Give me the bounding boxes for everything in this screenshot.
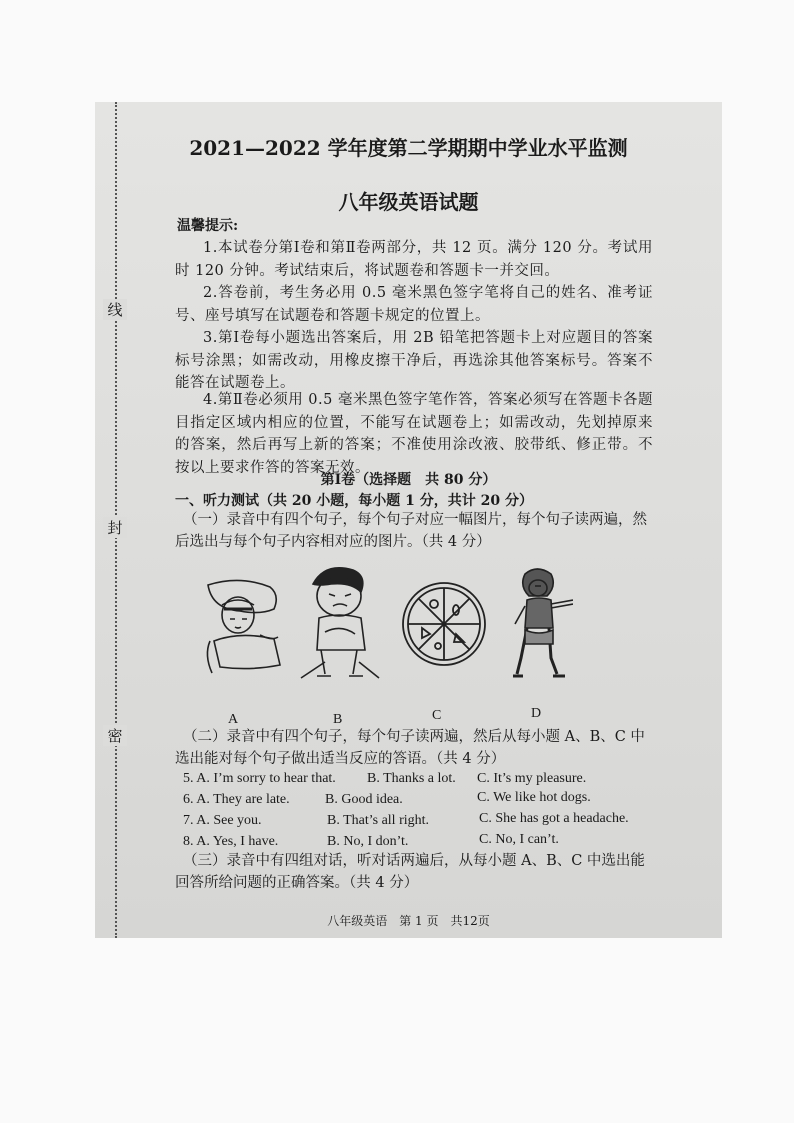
section1-sub1: （一）录音中有四个句子，每个句子对应一幅图片，每个句子读两遍，然后选出与每个句子内容相对应的图片。（共 4 分） [175, 512, 647, 550]
section1-title: 一、听力测试（共 20 小题，每小题 1 分，共计 20 分） [175, 493, 533, 509]
binding-mark-seal: 封 [103, 517, 127, 538]
question-6-option-a: 6. A. They are late. [183, 792, 290, 807]
part1-title: 第Ⅰ卷（选择题 共 80 分） [320, 472, 497, 488]
question-7-option-c: C. She has got a headache. [479, 811, 629, 826]
notice-item-2: 2.答卷前，考生务必用 0.5 毫米黑色签字笔将自己的姓名、准考证号、座号填写在试题卷和答题卡规定的位置上。 [175, 285, 653, 324]
binding-mark-line: 线 [103, 299, 127, 320]
sick-woman-in-bed-icon [200, 575, 285, 685]
question-6-option-c: C. We like hot dogs. [477, 790, 591, 805]
question-8-option-b: B. No, I don’t. [327, 834, 409, 849]
notice-item-1: 1.本试卷分第Ⅰ卷和第Ⅱ卷两部分，共 12 页。满分 120 分。考试用时 120 分钟。考试结束后，将试题卷和答题卡一并交回。 [175, 240, 653, 279]
question-5-option-c: C. It’s my pleasure. [477, 771, 587, 786]
exam-title: 2021—2022 学年度第二学期期中学业水平监测 [189, 136, 628, 160]
question-6-option-b: B. Good idea. [325, 792, 403, 807]
exam-subtitle: 八年级英语试题 [338, 190, 479, 214]
boy-stomachache-icon [295, 562, 385, 690]
picture-label-a: A [228, 712, 239, 727]
picture-label-d: D [531, 706, 542, 721]
question-5-option-a: 5. A. I’m sorry to hear that. [183, 771, 336, 786]
notice-item-4: 4.第Ⅱ卷必须用 0.5 毫米黑色签字笔作答，答案必须写在答题卡各题目指定区域内相应的位置，不能写在试题卷上；如需改动，先划掉原来的答案，然后再写上新的答案；不准使用涂改液、胶带纸、修正带。不按以上要求作答的答案无效。 [175, 392, 653, 476]
question-7-option-b: B. That’s all right. [327, 813, 430, 828]
picture-label-c: C [432, 708, 442, 723]
question-8-option-c: C. No, I can’t. [479, 832, 559, 847]
pizza-icon [400, 580, 488, 668]
section1-sub2: （二）录音中有四个句子，每个句子读两遍，然后从每小题 A、B、C 中选出能对每个句子做出适当反应的答语。（共 4 分） [175, 729, 645, 767]
page-footer: 八年级英语 第 1 页 共12页 [327, 914, 490, 928]
monkey-king-icon [507, 566, 573, 682]
picture-label-b: B [333, 712, 343, 727]
exam-page [95, 102, 722, 938]
question-8-option-a: 8. A. Yes, I have. [183, 834, 279, 849]
question-5-option-b: B. Thanks a lot. [367, 771, 456, 786]
notice-item-3: 3.第Ⅰ卷每小题选出答案后，用 2B 铅笔把答题卡上对应题目的答案标号涂黑；如需改动，用橡皮擦干净后，再选涂其他答案标号。答案不能答在试题卷上。 [175, 330, 653, 391]
section1-sub3: （三）录音中有四组对话，听对话两遍后，从每小题 A、B、C 中选出能回答所给问题的正确答案。（共 4 分） [175, 853, 645, 891]
notice-heading: 温馨提示: [177, 218, 239, 234]
binding-mark-secret: 密 [103, 725, 127, 746]
question-7-option-a: 7. A. See you. [183, 813, 262, 828]
